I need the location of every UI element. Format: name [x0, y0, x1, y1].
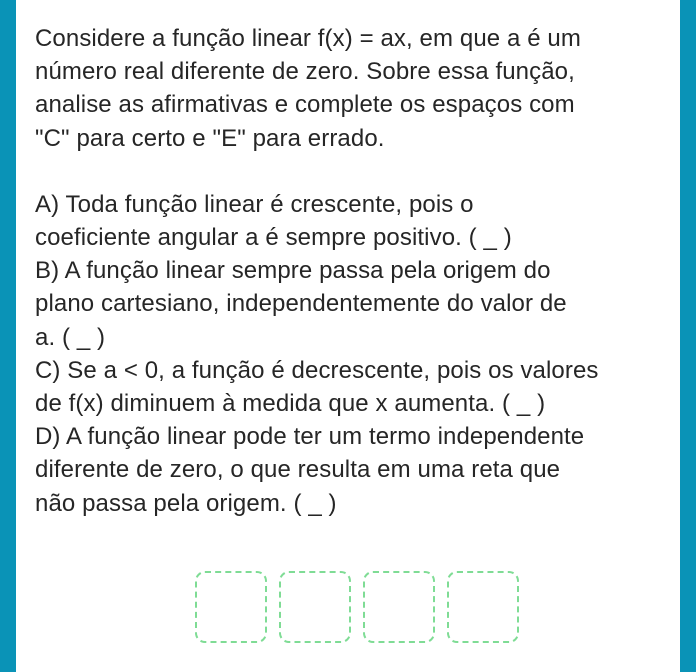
answer-box-a[interactable]	[195, 571, 267, 643]
answer-boxes	[195, 571, 519, 643]
statement-c: C) Se a < 0, a função é decrescente, pois os valores de f(x) diminuem à medida que x aumenta. ( _ )	[35, 356, 599, 418]
answer-box-c[interactable]	[363, 571, 435, 643]
statement-d: D) A função linear pode ter um termo independente diferente de zero, o que resulta em uma reta que não passa pela origem. ( _ )	[35, 423, 585, 517]
answer-box-d[interactable]	[447, 571, 519, 643]
question-card	[16, 0, 680, 672]
statement-a: A) Toda função linear é crescente, pois o coeficiente angular a é sempre positivo. ( _ )	[35, 190, 512, 252]
answer-box-b[interactable]	[279, 571, 351, 643]
question-intro: Considere a função linear f(x) = ax, em que a é um número real diferente de zero. Sobre essa função, analise as afirmativas e complete os espaços com "C" para certo e "E" para errado.	[35, 25, 581, 152]
statement-b: B) A função linear sempre passa pela origem do plano cartesiano, independentemente do valor de a. ( _ )	[35, 257, 567, 351]
question-text	[35, 22, 675, 520]
paragraph-gap	[35, 155, 675, 188]
